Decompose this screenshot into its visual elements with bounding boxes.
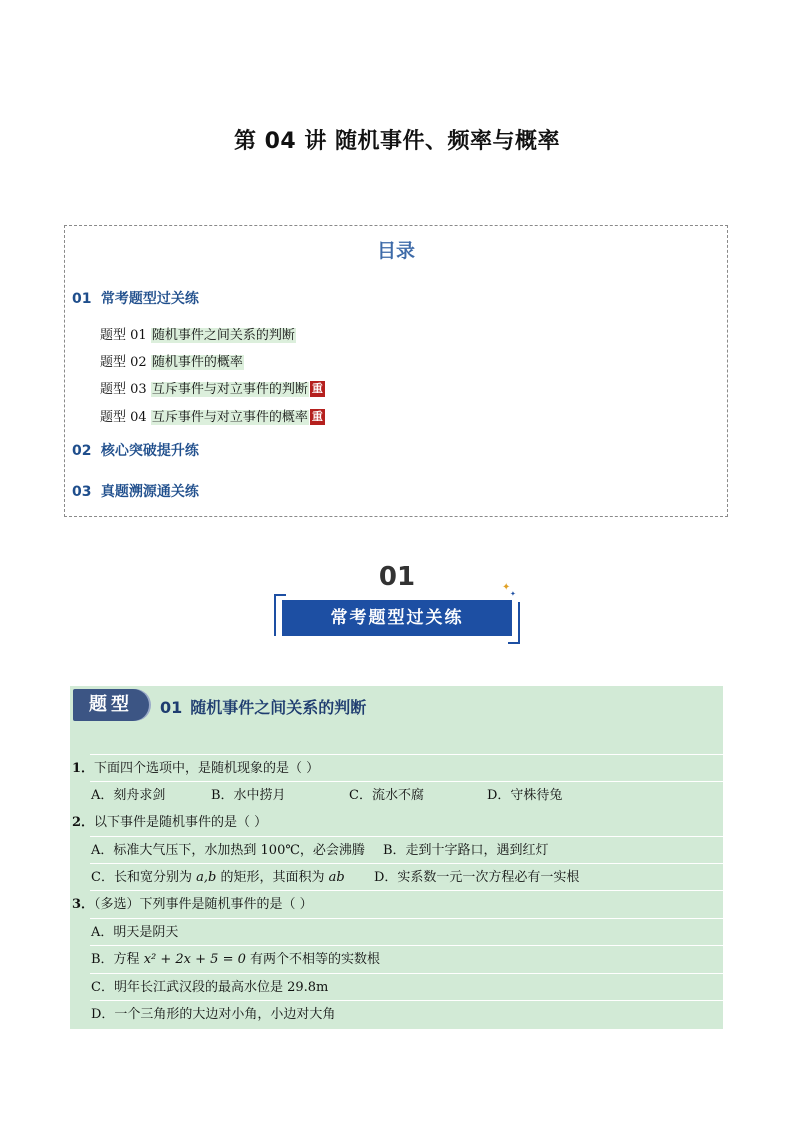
- option-d: D．实系数一元一次方程必有一实根: [374, 870, 580, 885]
- toc-sub-label: 随机事件的概率: [151, 355, 243, 370]
- question-stem: [72, 811, 267, 830]
- divider: [90, 836, 723, 837]
- page-title: 第 04 讲 随机事件、频率与概率: [233, 129, 561, 154]
- toc-sub-prefix: 题型 04: [100, 410, 147, 425]
- toc-sub-label: 互斥事件与对立事件的概率: [151, 410, 308, 425]
- math-expression: x² + 2x + 5 = 0: [143, 952, 246, 967]
- option-text: C．长和宽分别为: [91, 870, 192, 885]
- toc-section-label: 常考题型过关练: [100, 291, 199, 307]
- toc-section-03[interactable]: [72, 481, 199, 501]
- option-text: 的矩形，其面积为: [220, 870, 325, 885]
- category-label: 随机事件之间关系的判断: [190, 698, 367, 717]
- question-panel: [70, 686, 723, 1029]
- option-text: B．方程: [91, 952, 140, 967]
- toc-sub-label: 随机事件之间关系的判断: [151, 328, 295, 343]
- category-num: 01: [160, 698, 183, 717]
- toc-sub-prefix: 题型 02: [100, 355, 147, 370]
- category-tag: 题型: [73, 689, 149, 721]
- toc-sub-item[interactable]: [100, 378, 325, 397]
- toc-sub-label: 互斥事件与对立事件的判断: [151, 382, 308, 397]
- math-expression: a,b: [196, 870, 217, 885]
- divider: [90, 918, 723, 919]
- question-text: （多选）下列事件是随机事件的是（ ）: [94, 897, 313, 912]
- divider: [90, 781, 723, 782]
- key-point-badge: 重: [311, 410, 323, 423]
- toc-section-num: 03: [72, 484, 92, 500]
- toc-section-num: 01: [72, 291, 92, 307]
- toc-section-num: 02: [72, 443, 92, 459]
- option-a: A．明天是阴天: [91, 925, 179, 940]
- option-d: D．一个三角形的大边对小角，小边对大角: [91, 1007, 336, 1022]
- option-c: [91, 866, 345, 885]
- key-point-badge: 重: [311, 382, 323, 395]
- toc-sub-item[interactable]: [100, 324, 296, 343]
- option-c: C．明年长江武汉段的最高水位是 29.8m: [91, 980, 329, 995]
- toc-sub-item[interactable]: [100, 351, 244, 370]
- sparkle-icon: ✦: [510, 590, 516, 598]
- option-b: B．水中捞月: [211, 788, 286, 803]
- option-c: C．流水不腐: [349, 788, 424, 803]
- question-text: 以下事件是随机事件的是（ ）: [94, 815, 268, 830]
- divider: [90, 890, 723, 891]
- math-expression: ab: [328, 870, 345, 885]
- toc-section-02[interactable]: [72, 440, 199, 460]
- question-number: 1．: [72, 761, 95, 776]
- section-banner: [274, 582, 520, 644]
- option-a: A．刻舟求剑: [91, 788, 166, 803]
- divider: [90, 945, 723, 946]
- question-stem: [72, 757, 319, 776]
- toc-sub-prefix: 题型 03: [100, 382, 147, 397]
- option-a: A．标准大气压下，水加热到 100℃，必会沸腾: [91, 843, 365, 858]
- toc-section-label: 真题溯源通关练: [100, 484, 199, 500]
- question-text: 下面四个选项中，是随机现象的是（ ）: [94, 761, 320, 776]
- toc-sub-item[interactable]: [100, 406, 325, 425]
- option-d: D．守株待兔: [487, 788, 563, 803]
- table-of-contents: [64, 225, 728, 517]
- divider: [90, 754, 723, 755]
- section-number: 01: [378, 562, 416, 592]
- question-number: 2．: [72, 815, 95, 830]
- divider: [90, 1000, 723, 1001]
- question-stem: [72, 893, 313, 912]
- option-b: B．走到十字路口，遇到红灯: [383, 843, 549, 858]
- toc-section-01[interactable]: [72, 288, 199, 308]
- category-title: [160, 695, 366, 718]
- divider: [90, 973, 723, 974]
- option-text: 有两个不相等的实数根: [250, 952, 381, 967]
- option-b: [91, 948, 380, 967]
- sparkle-icon: ✦: [502, 582, 511, 593]
- toc-heading: 目录: [376, 240, 415, 262]
- toc-section-label: 核心突破提升练: [100, 443, 199, 459]
- section-banner-label: 常考题型过关练: [282, 600, 512, 636]
- divider: [90, 863, 723, 864]
- toc-sub-prefix: 题型 01: [100, 328, 147, 343]
- question-number: 3．: [72, 897, 95, 912]
